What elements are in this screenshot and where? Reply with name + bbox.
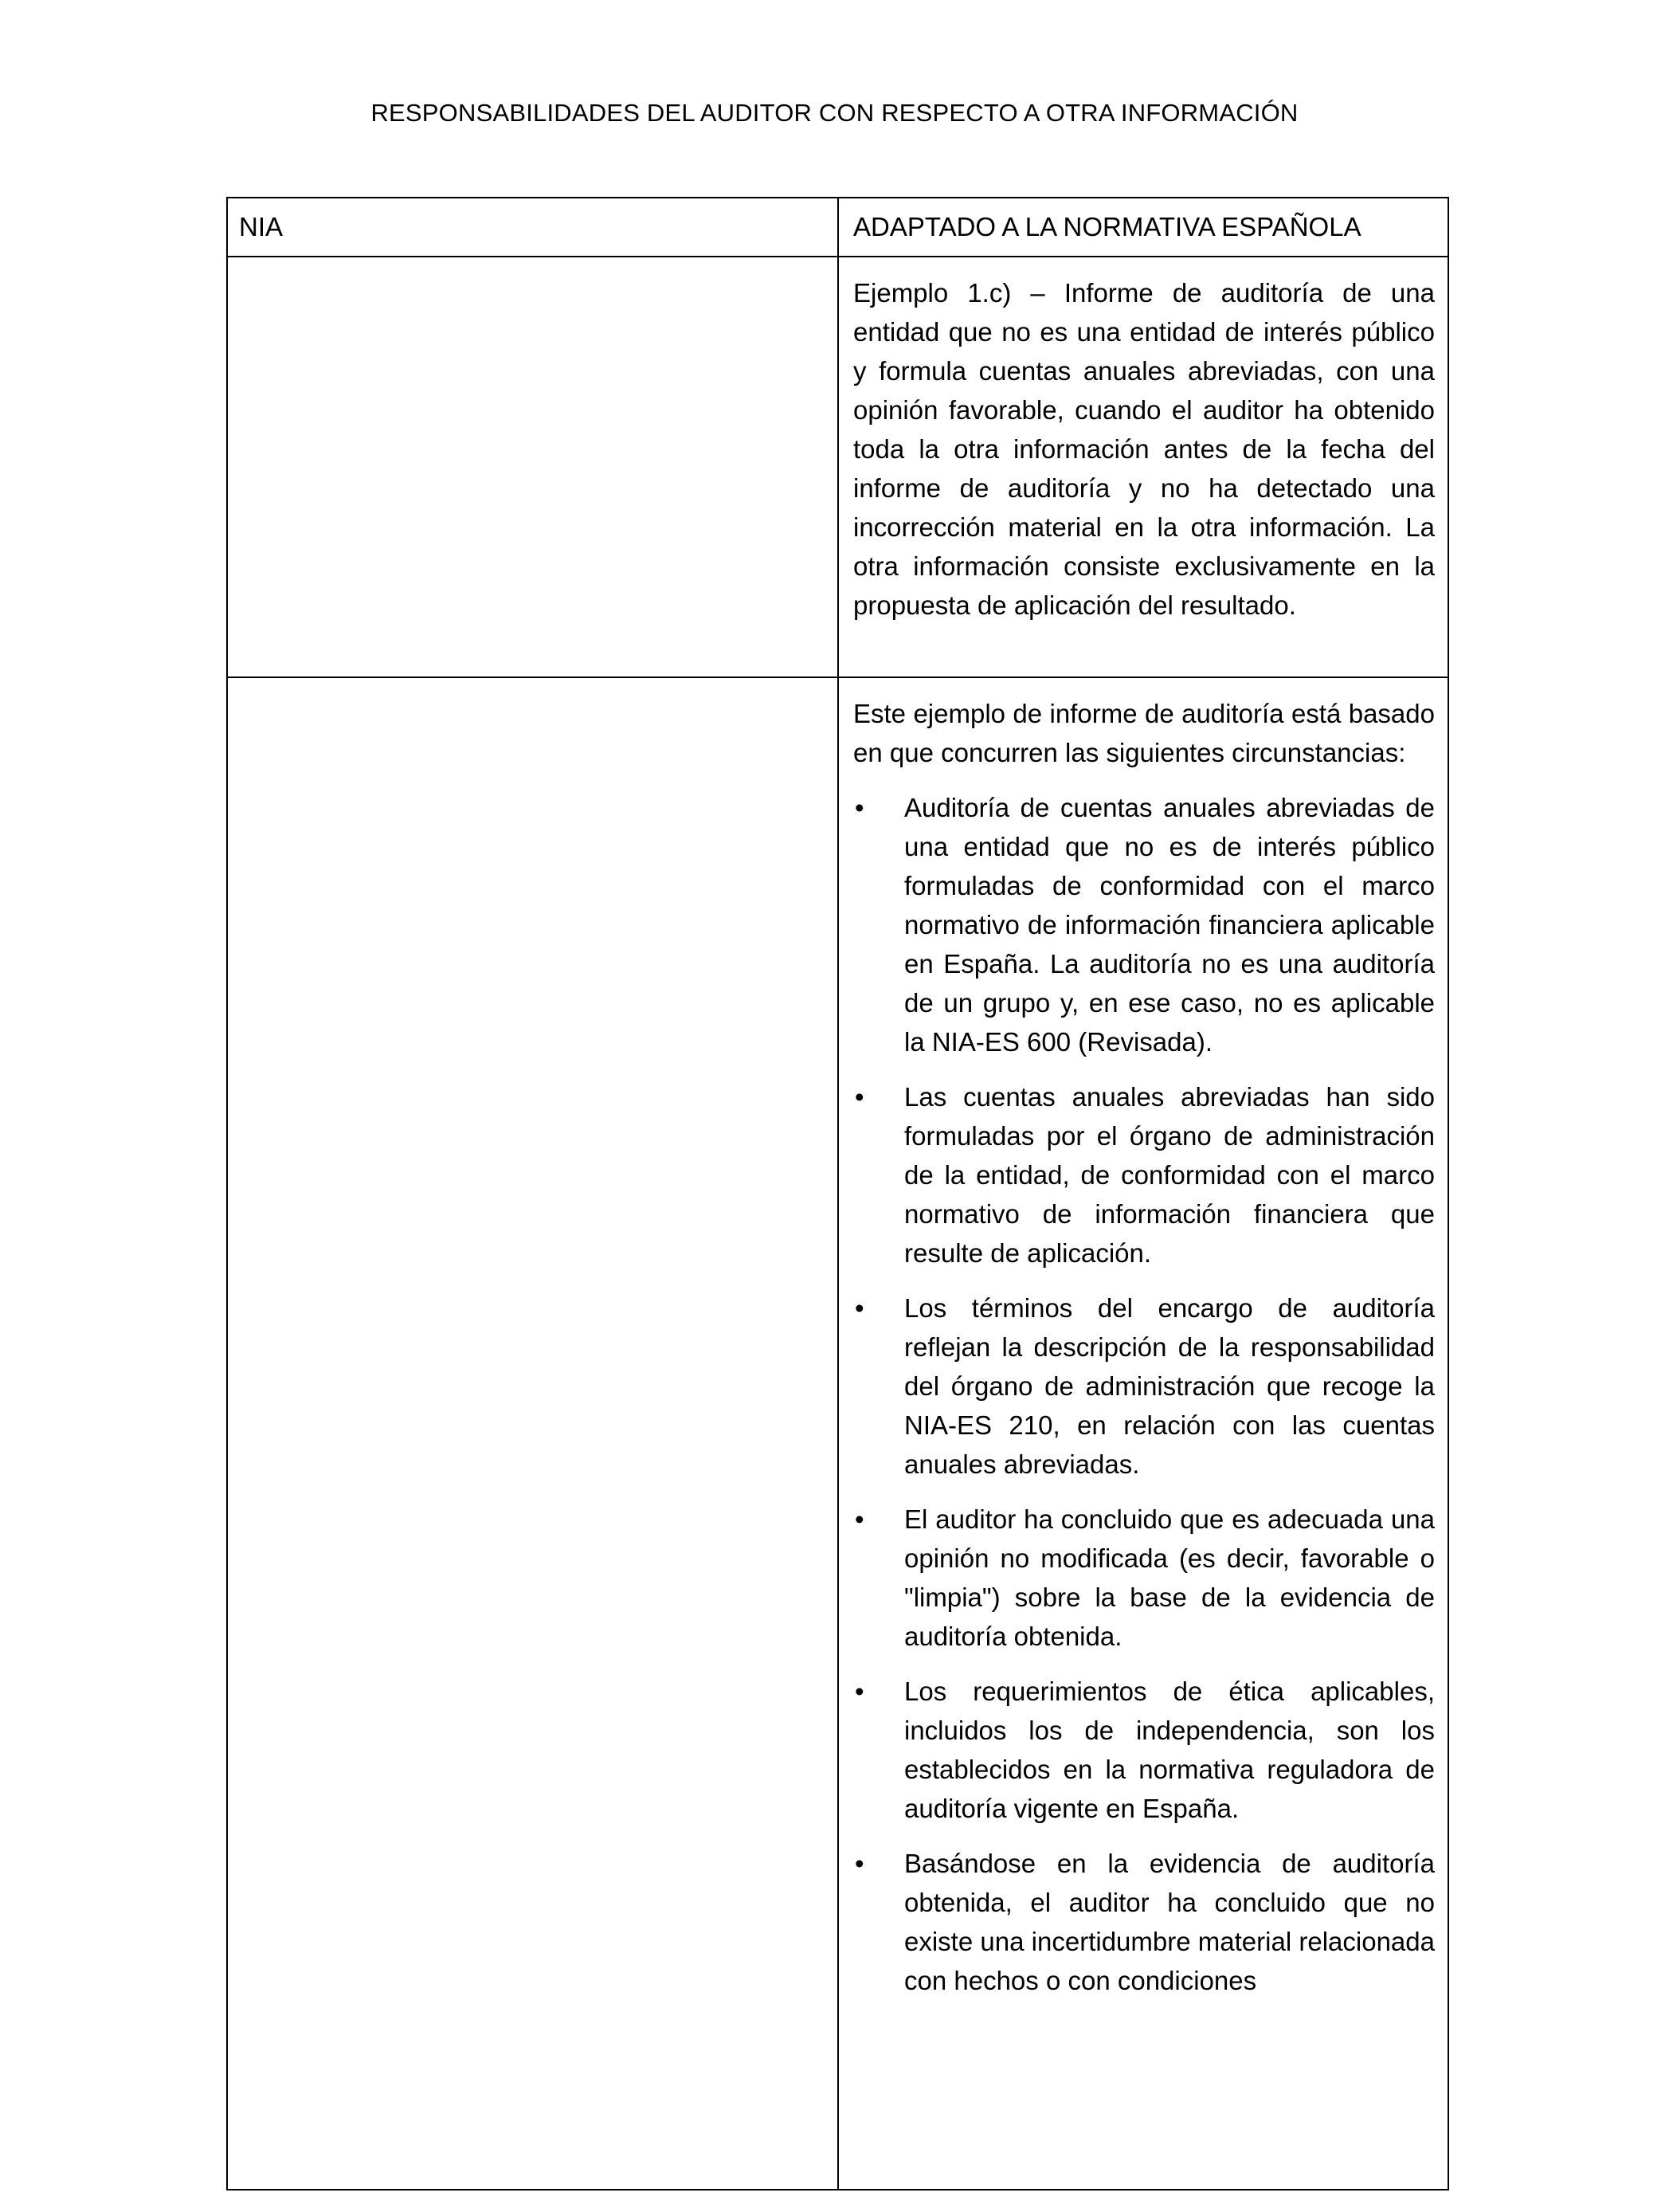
table-row xyxy=(227,677,1448,2190)
bullet-icon: • xyxy=(855,1849,864,1878)
comparison-table xyxy=(226,197,1449,2190)
column-header-adaptado: ADAPTADO A LA NORMATIVA ESPAÑOLA xyxy=(838,198,1448,257)
bullet-icon: • xyxy=(855,1677,864,1706)
list-item-text: Basándose en la evidencia de auditoría obtenida, el auditor ha concluido que no existe una incertidumbre material relacionada con hechos o con condiciones xyxy=(904,1849,1435,1995)
list-item-text: Los requerimientos de ética aplicables, incluidos los de independencia, son los establecidos en la normativa reguladora de auditoría vigente en España. xyxy=(904,1677,1435,1823)
page-header-title: RESPONSABILIDADES DEL AUDITOR CON RESPECTO A OTRA INFORMACIÓN xyxy=(370,99,1299,127)
column-header-nia: NIA xyxy=(227,198,838,257)
intro-paragraph: Este ejemplo de informe de auditoría está basado en que concurren las siguientes circunstancias: xyxy=(853,699,1435,767)
list-item xyxy=(853,1672,1435,1828)
bullet-icon: • xyxy=(855,793,864,822)
bullet-icon: • xyxy=(855,1082,864,1112)
list-item xyxy=(853,788,1435,1061)
bullet-icon: • xyxy=(855,1504,864,1534)
list-item xyxy=(853,1288,1435,1484)
list-item-text: El auditor ha concluido que es adecuada una opinión no modificada (es decir, favorable o "limpia") sobre la base de la evidencia de auditoría obtenida. xyxy=(904,1504,1435,1651)
list-item-text: Las cuentas anuales abreviadas han sido formuladas por el órgano de administración de la entidad, de conformidad con el marco normativo de información financiera que resulte de aplicación. xyxy=(904,1082,1435,1268)
nia-cell-empty xyxy=(227,257,838,677)
table-header-row xyxy=(227,198,1448,257)
list-item-text: Auditoría de cuentas anuales abreviadas de una entidad que no es de interés público formuladas de conformidad con el marco normativo de información financiera aplicable en España. La auditoría no es una auditoría de un grupo y, en ese caso, no es aplicable la NIA-ES 600 (Revisada). xyxy=(904,793,1435,1057)
adaptado-cell xyxy=(838,677,1448,2190)
nia-cell-empty xyxy=(227,677,838,2190)
list-item xyxy=(853,1500,1435,1656)
example-title-paragraph: Ejemplo 1.c) – Informe de auditoría de una entidad que no es una entidad de interés público y formula cuentas anuales abreviadas, con una opinión favorable, cuando el auditor ha obtenido toda la otra información antes de la fecha del informe de auditoría y no ha detectado una incorrección material en la otra información. La otra información consiste exclusivamente en la propuesta de aplicación del resultado. xyxy=(853,278,1435,620)
list-item xyxy=(853,1077,1435,1273)
adaptado-cell xyxy=(838,257,1448,677)
table-row xyxy=(227,257,1448,677)
bullet-icon: • xyxy=(855,1293,864,1323)
list-item xyxy=(853,1844,1435,2000)
circumstances-list xyxy=(853,788,1435,2000)
list-item-text: Los términos del encargo de auditoría reflejan la descripción de la responsabilidad del órgano de administración que recoge la NIA-ES 210, en relación con las cuentas anuales abreviadas. xyxy=(904,1293,1435,1479)
